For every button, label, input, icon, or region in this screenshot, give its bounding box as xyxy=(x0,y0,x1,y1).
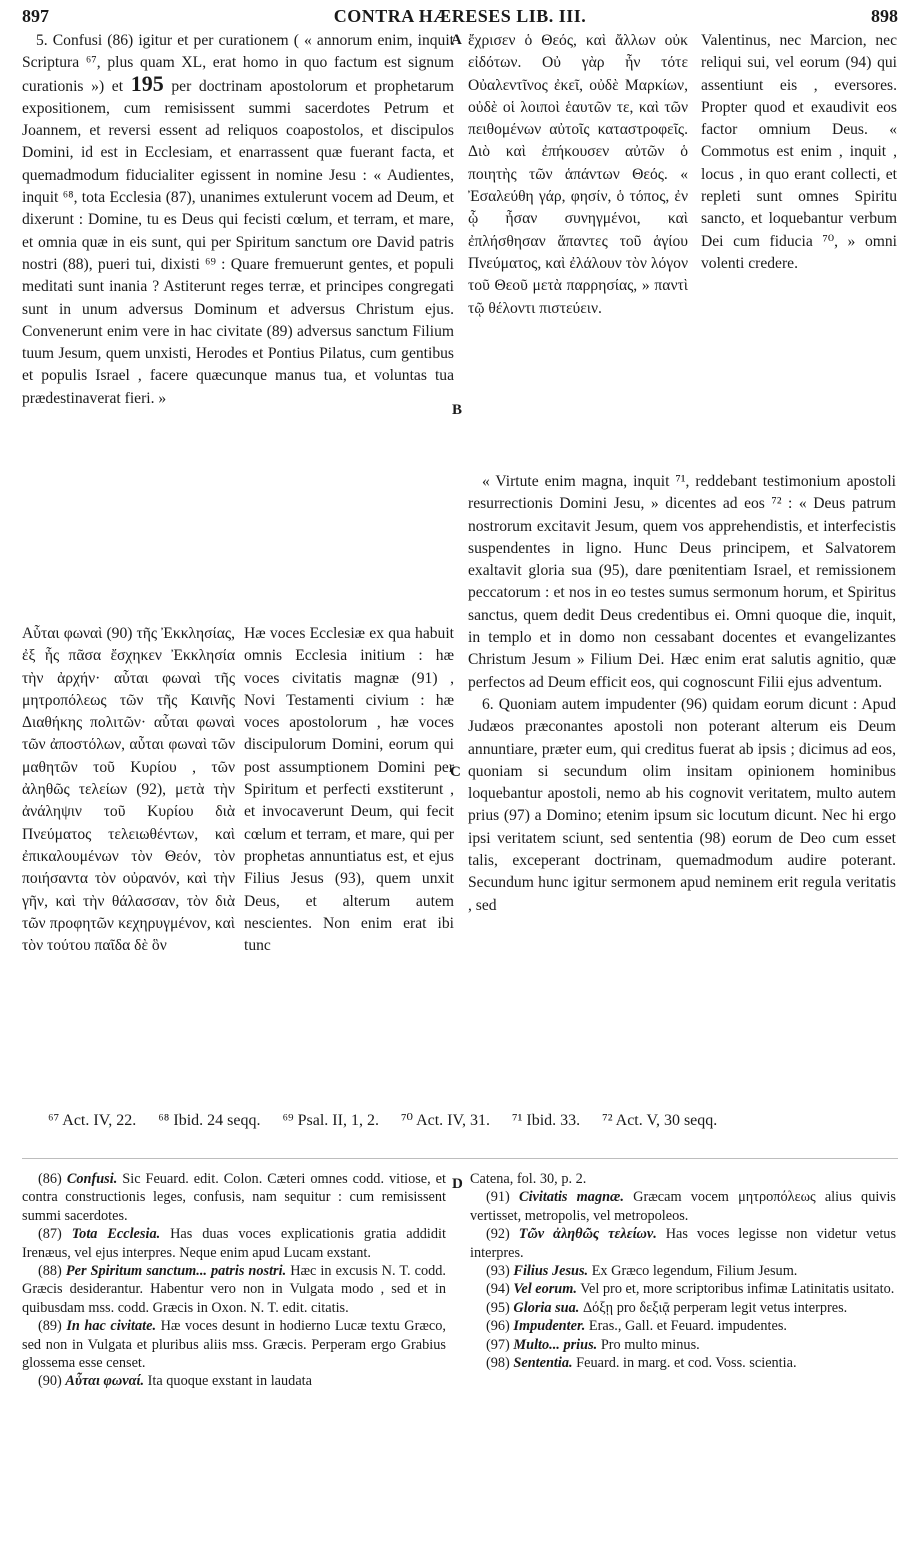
footnote xyxy=(22,1317,446,1372)
column-marker-b: B xyxy=(452,402,463,418)
footnote xyxy=(470,1336,896,1354)
running-title: CONTRA HÆRESES LIB. III. xyxy=(333,6,587,26)
footnote xyxy=(470,1262,896,1280)
latin-right-top-column xyxy=(701,30,897,275)
footnote-lemma: Filius Jesus. xyxy=(513,1263,589,1280)
latin-right-column xyxy=(468,471,896,917)
footnote-lemma: Tota Ecclesia. xyxy=(71,1226,161,1243)
column-marker-c: C xyxy=(450,764,461,780)
greek-left-column xyxy=(22,623,235,957)
footnote-continued xyxy=(470,1170,896,1188)
scripture-ref: ⁷⁰ Act. IV, 31. xyxy=(400,1112,490,1129)
footnote-lemma: Multo... prius. xyxy=(513,1336,598,1353)
running-header xyxy=(22,6,898,32)
footnote-text: Ex Græco legendum, Filium Jesum. xyxy=(591,1263,798,1280)
latin-main-column xyxy=(22,30,454,410)
footnote-text: Feuard. in marg. et cod. Voss. scientia. xyxy=(576,1355,797,1372)
footnote-text: Sic Feuard. edit. Colon. Cæteri omnes codd. vitiose, et contra constructionis leges, confusis, nam sequitur : cum remisissent summi sacerdotes. xyxy=(22,1171,446,1224)
footnote-number: (93) xyxy=(486,1263,510,1280)
footnote-number: (90) xyxy=(38,1373,62,1390)
footnote-text: Catena, fol. 30, p. 2. xyxy=(470,1171,587,1187)
footnote xyxy=(22,1225,446,1262)
footnote xyxy=(470,1317,896,1335)
footnote-number: (87) xyxy=(38,1226,62,1243)
footnote-text: Ita quoque exstant in laudata xyxy=(147,1373,312,1390)
footnote-number: (86) xyxy=(38,1171,62,1187)
footnote-text: Has voces legisse non videtur vetus interpres. xyxy=(470,1226,897,1261)
greek-top-column xyxy=(468,30,688,320)
footnote-number: (95) xyxy=(486,1299,510,1316)
footnote-number: (91) xyxy=(486,1189,510,1206)
footnote-lemma: In hac civitate. xyxy=(66,1318,157,1335)
footnote-number: (98) xyxy=(486,1355,510,1372)
footnote-lemma: Per Spiritum sanctum... patris nostri. xyxy=(65,1263,287,1280)
footnote-number: (89) xyxy=(38,1318,62,1335)
greek-top-text: ἔχρισεν ὁ Θεός, καὶ ἄλλων οὐκ εἰδότων. Οὐ γὰρ ἦν τότε Οὐαλεντῖνος ἐκεῖ, οὐδὲ Μαρκίων, οὐδὲ οἱ λοιποὶ ἑαυτῶν τε, καὶ τῶν πειθομένων αὐτοῖς καταστροφεῖς. Διὸ καὶ ἐπήκουσεν αὐτῶν ὁ ποιητὴς τῶν ἁπάντων Θεός. « Ἐσαλεύθη γάρ, φησίν, ὁ τόπος, ἐν ᾧ ἦσαν συνηγμένοι, καὶ ἐπλήσθησαν ἅπαντες τοῦ ἁγίου Πνεύματος, καὶ ἐλάλουν τὸν λόγον τοῦ Θεοῦ μετὰ παρρησίας, » παντὶ τῷ θέλοντι πιστεύειν. xyxy=(468,32,688,317)
footnote-number: (88) xyxy=(38,1263,62,1280)
latin-main-paragraph: 5. Confusi (86) igitur et per curationem ( « annorum enim, inquit Scriptura ⁶⁷, plus quam XL, erat homo in quo factum est signum curationis ») et xyxy=(22,32,454,95)
footnote xyxy=(22,1170,446,1225)
footnote xyxy=(22,1262,446,1317)
footnote-text: Hæc in excusis N. T. codd. Græcis desiderantur. Habentur vero non in Vulgata modo , sed et in quibusdam mss. codd. Græcis in Oxon. N. T. edit. citatis. xyxy=(22,1263,446,1316)
section-number: 195 xyxy=(130,70,164,96)
footnote-lemma: Impudenter. xyxy=(513,1318,586,1335)
footnote-lemma: Vel eorum. xyxy=(513,1281,577,1298)
column-marker-a: A xyxy=(451,32,462,48)
footnote xyxy=(470,1225,896,1262)
latin-right-paragraph-1: « Virtute enim magna, inquit ⁷¹, reddebant testimonium apostoli resurrectionis Domini Jesu, » dicentes ad eos ⁷² : « Deus patrum nostrorum excitavit Jesum, quem vos apprehendistis, et interfecistis suspendentes in ligno. Hunc Deus principem, et Salvatorem exaltavit gloria sua (95), dare pœnitentiam Israel, et remissionem peccatorum : et nos in eo testes sumus sermonum horum, et Spiritus sanctus, quem dedit Deus credentibus ei. Omni quoque die, inquit, in templo et in domo non cessabant docentes et evangelizantes Christum Jesum » Filium Dei. Hæc enim erat salutis agnitio, quæ perfectos ad Deum efficit eos, qui cognoscunt Filii ejus adventum. xyxy=(468,473,896,691)
footnote-lemma: Civitatis magnæ. xyxy=(519,1189,624,1206)
latin-mid-column xyxy=(244,623,454,957)
page-number-left: 897 xyxy=(22,6,49,26)
footnote xyxy=(470,1299,896,1317)
greek-left-text: Αὗται φωναὶ (90) τῆς Ἐκκλησίας, ἐξ ἧς πᾶσα ἔσχηκεν Ἐκκλησία τὴν ἀρχήν· αὗται φωναὶ τῆς μητροπόλεως τῶν τῆς Καινῆς Διαθήκης πολιτῶν· αὗται φωναὶ τῶν ἀποστόλων, αὗται φωναὶ τῶν μαθητῶν τοῦ Κυρίου , τῶν ἀληθῶς τελείων (92), μετὰ τὴν ἀνάληψιν τοῦ Κυρίου διὰ Πνεύματος τελειωθέντων, καὶ ἐπικαλουμένων τὸν Θεόν, τὸν ποιήσαντα τὸν οὐρανόν, καὶ τὴν γῆν, καὶ τὴν θάλασσαν, τὸν διὰ τῶν προφητῶν κεχηρυγμένον, καὶ τὸν τούτου παῖδα δὲ ὃν xyxy=(22,625,235,955)
scripture-ref: ⁷² Act. V, 30 seqq. xyxy=(602,1112,718,1129)
scripture-ref: ⁶⁹ Psal. II, 1, 2. xyxy=(282,1112,379,1129)
scripture-ref: ⁶⁷ Act. IV, 22. xyxy=(48,1112,137,1129)
column-marker-d: D xyxy=(452,1176,463,1192)
latin-right-top-text: Valentinus, nec Marcion, nec reliqui sui, vel eorum (94) qui assentiunt eis , eversores. Propter quod et exaudivit eos factor omnium Deus. « Commotus est enim , inquit , locus , in quo erant collecti, et repleti sunt omnes Spiritu sancto, et loquebantur verbum Dei cum fiducia ⁷⁰, » omni volenti credere. xyxy=(701,32,897,272)
footnote-text: Has duas voces explicationis gratia addidit Irenæus, vel ejus interpres. Neque enim apud Lucam exstant. xyxy=(22,1226,446,1261)
footnote-text: Pro multo minus. xyxy=(600,1336,700,1353)
page-number-right: 898 xyxy=(871,6,898,26)
footnote xyxy=(470,1280,896,1298)
footnote xyxy=(22,1372,446,1390)
latin-main-paragraph-cont: per doctrinam apostolorum et prophetarum expositionem, cum remisissent summi sacerdotes Petrum et Joannem, et reversi essent ad reliquos coapostolos, et discipulos Domini, id est in Ecclesiam, et enarrassent quæ fuerant facta, et quemadmodum fiducialiter egissent in nomine Jesu : « Audientes, inquit ⁶⁸, tota Ecclesia (87), unanimes extulerunt vocem ad Deum, et dixerunt : Domine, tu es Deus qui fecisti cœlum, et terram, et mare, et omnia quæ in eis sunt, qui per Spiritum sanctum ore David patris nostri (88), pueri tui, dixisti ⁶⁹ : Quare fremuerunt gentes, et populi meditati sunt inania ? Astiterunt reges terræ, et principes congregati sunt in unum adversus Dominum et adversus Christum ejus. Convenerunt enim vere in hac civitate (89) adversus sanctum Filium tuum Jesum, quem unxisti, Herodes et Pontius Pilatus, cum gentibus et populis Israel , facere quæcunque manus tua, et voluntas tua prædestinaverat fieri. » xyxy=(22,77,454,407)
latin-mid-text: Hæ voces Ecclesiæ ex qua habuit omnis Ecclesia initium : hæ voces civitatis magnæ (91) , Novi Testamenti civium : hæ voces apostolorum , hæ voces discipulorum Domini, eorum qui post assumptionem Domini per Spiritum et perfecti exstiterunt , et invocaverunt Deum, qui fecit cœlum et terram, et mare, qui per prophetas annuntiatus est, et ejus Filius Jesus (93), quem unxit Deus, et alterum autem nescientes. Non enim erat ibi tunc xyxy=(244,625,454,955)
notes-divider xyxy=(22,1158,898,1159)
footnote-number: (97) xyxy=(486,1336,510,1353)
footnote-number: (92) xyxy=(486,1226,510,1243)
footnote-lemma: Confusi. xyxy=(66,1171,118,1187)
footnote-text: Vel pro et, more scriptoribus infimæ Latinitatis usitato. xyxy=(580,1281,895,1298)
scripture-ref: ⁶⁸ Ibid. 24 seqq. xyxy=(158,1112,261,1129)
scripture-references xyxy=(48,1110,898,1130)
scripture-ref: ⁷¹ Ibid. 33. xyxy=(511,1112,581,1129)
latin-right-paragraph-2: 6. Quoniam autem impudenter (96) quidam eorum dicunt : Apud Judæos præconantes apostoli non poterant alterum eis Deum annuntiare, præter eum, qui creditus fuerat ab ipsis ; dicimus ad eos, quoniam si secundum olim insitam opinionem hominibus loquebantur apostoli, nemo ab his cognovit veritatem, multo autem prius (97) a Domino; etenim ipsum sic locutum dicunt. Nec hi ergo ipsi veritatem sciunt, sed sententia (98) eorum de Deo cum esset talis, exceperant doctrinam, quemadmodum audire poterant. Secundum hunc igitur sermonem apud neminem erit regula veritatis , sed xyxy=(468,695,896,914)
footnote-lemma: Sententia. xyxy=(513,1355,573,1372)
footnote-number: (94) xyxy=(486,1281,510,1298)
footnote-text: Hæ voces desunt in hodierno Lucæ textu Græco, sed non in Vulgata et pluribus aliis mss. Græcis. Perperam ergo Grabius glossema esse censet. xyxy=(22,1318,446,1372)
footnote-text: Eras., Gall. et Feuard. impudentes. xyxy=(588,1318,788,1335)
footnote-lemma: Αὗται φωναί. xyxy=(65,1373,145,1390)
footnote xyxy=(470,1354,896,1372)
footnote-lemma: Τῶν ἀληθῶς τελείων. xyxy=(518,1226,657,1243)
footnote-text: Græcam vocem μητροπόλεως alius quivis vertisset, metropolis, vel metropoleos. xyxy=(470,1189,896,1224)
footnotes-right xyxy=(470,1170,896,1372)
footnote-lemma: Gloria sua. xyxy=(513,1299,580,1316)
footnote-text: Δόξῃ pro δεξιᾷ perperam legit vetus interpres. xyxy=(582,1299,848,1316)
footnotes-left xyxy=(22,1170,446,1391)
footnote-number: (96) xyxy=(486,1318,510,1335)
footnote xyxy=(470,1188,896,1225)
